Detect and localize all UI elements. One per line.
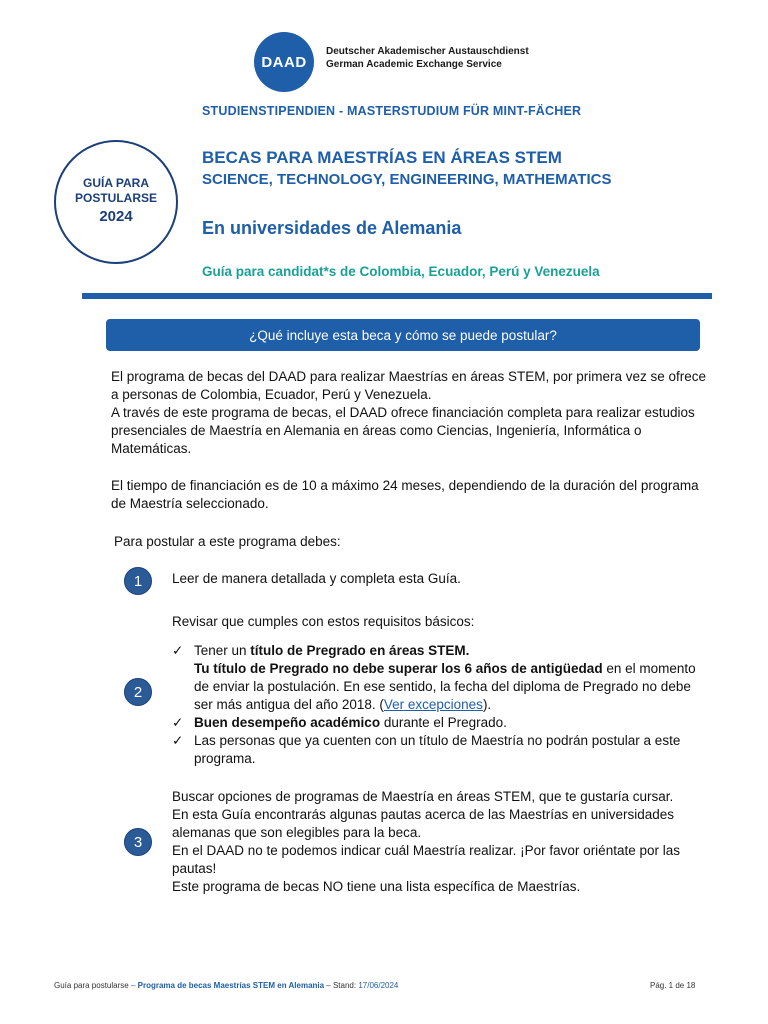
step-3-line-2: En esta Guía encontrarás algunas pautas acerca de las Maestrías en universidades alemanas que son elegibles para la beca.: [172, 807, 675, 840]
req-3-text: Las personas que ya cuenten con un título de Maestría no podrán postular a este programa.: [194, 733, 681, 766]
funding-text: El tiempo de financiación es de 10 a máximo 24 meses, dependiendo de la duración del programa de Maestría seleccionado.: [111, 478, 699, 511]
step-3-line-4: Este programa de becas NO tiene una lista específica de Maestrías.: [172, 879, 581, 894]
requirements-intro: Revisar que cumples con estos requisitos básicos:: [172, 614, 475, 629]
badge-line-2: POSTULARSE: [74, 191, 157, 205]
step-number-2: 2: [124, 678, 152, 706]
req-1-bold-2: Tu título de Pregrado no debe superar los 6 años de antigüedad: [194, 661, 603, 676]
page-title: BECAS PARA MAESTRÍAS EN ÁREAS STEM: [202, 148, 562, 167]
step-3-text: [172, 788, 712, 896]
footer-sep-1: –: [128, 981, 138, 990]
logo-line-2: German Academic Exchange Service: [326, 59, 502, 70]
req-1-post: en el momento de enviar la postulación. En ese sentido, la fecha del diploma de Pregrado no debe ser más antigua del año 2018. (: [194, 661, 696, 712]
header-divider: [82, 293, 712, 299]
logo-line-1: Deutscher Akademischer Austauschdienst: [326, 46, 529, 57]
page-title-3: En universidades de Alemania: [202, 218, 462, 238]
footer-prefix: Guía para postularse: [54, 981, 129, 990]
step-3-line-1: Buscar opciones de programas de Maestría en áreas STEM, que te gustaría cursar.: [172, 789, 674, 804]
requirement-item: [172, 732, 712, 768]
intro-text: [111, 368, 711, 458]
daad-logo: DAAD: [254, 32, 314, 92]
req-2-post: durante el Pregrado.: [380, 715, 507, 730]
step-1-text: Leer de manera detallada y completa esta Guía.: [172, 571, 461, 586]
check-icon: ✓: [172, 643, 184, 658]
intro-paragraph-1: El programa de becas del DAAD para realizar Maestrías en áreas STEM, por primera vez se ofrece a personas de Colombia, Ecuador, Perú y Venezuela.: [111, 369, 707, 402]
program-line: STUDIENSTIPENDIEN - MASTERSTUDIUM FÜR MINT-FÄCHER: [202, 104, 582, 118]
badge-line-1: GUÍA PARA: [83, 176, 149, 190]
page-title-2: SCIENCE, TECHNOLOGY, ENGINEERING, MATHEMATICS: [202, 171, 612, 188]
requirement-item: [172, 714, 712, 732]
req-1-pre: Tener un: [194, 643, 251, 658]
footer-sep-2: – Stand:: [324, 981, 359, 990]
page-subtitle: Guía para candidat*s de Colombia, Ecuador, Perú y Venezuela: [202, 264, 600, 279]
apply-intro: Para postular a este programa debes:: [114, 534, 341, 549]
footer-date: 17/06/2024: [358, 981, 399, 990]
logo-text: [326, 45, 529, 71]
step-number-1: 1: [124, 567, 152, 595]
step-3-line-3: En el DAAD no te podemos indicar cuál Maestría realizar. ¡Por favor oriéntate por las pautas!: [172, 843, 680, 876]
check-icon: ✓: [172, 733, 184, 748]
req-1-bold: título de Pregrado en áreas STEM.: [250, 643, 470, 658]
badge-year: 2024: [99, 208, 133, 225]
req-1-end: ).: [482, 697, 492, 712]
exceptions-link[interactable]: Ver excepciones: [383, 697, 483, 712]
step-number-3: 3: [124, 828, 152, 856]
requirement-item: [172, 642, 712, 714]
intro-paragraph-2: A través de este programa de becas, el DAAD ofrece financiación completa para realizar estudios presenciales de Maestría en Alemania en áreas como Ciencias, Ingeniería, Informática o Matemáticas.: [111, 405, 695, 456]
req-2-bold: Buen desempeño académico: [194, 715, 381, 730]
footer: [54, 981, 398, 990]
guide-badge: [54, 140, 178, 264]
check-icon: ✓: [172, 715, 184, 730]
requirements-list: [172, 642, 712, 768]
section-banner: ¿Qué incluye esta beca y cómo se puede postular?: [106, 319, 700, 351]
page-number: Pág. 1 de 18: [650, 981, 696, 990]
footer-program: Programa de becas Maestrías STEM en Alemania: [137, 981, 325, 990]
